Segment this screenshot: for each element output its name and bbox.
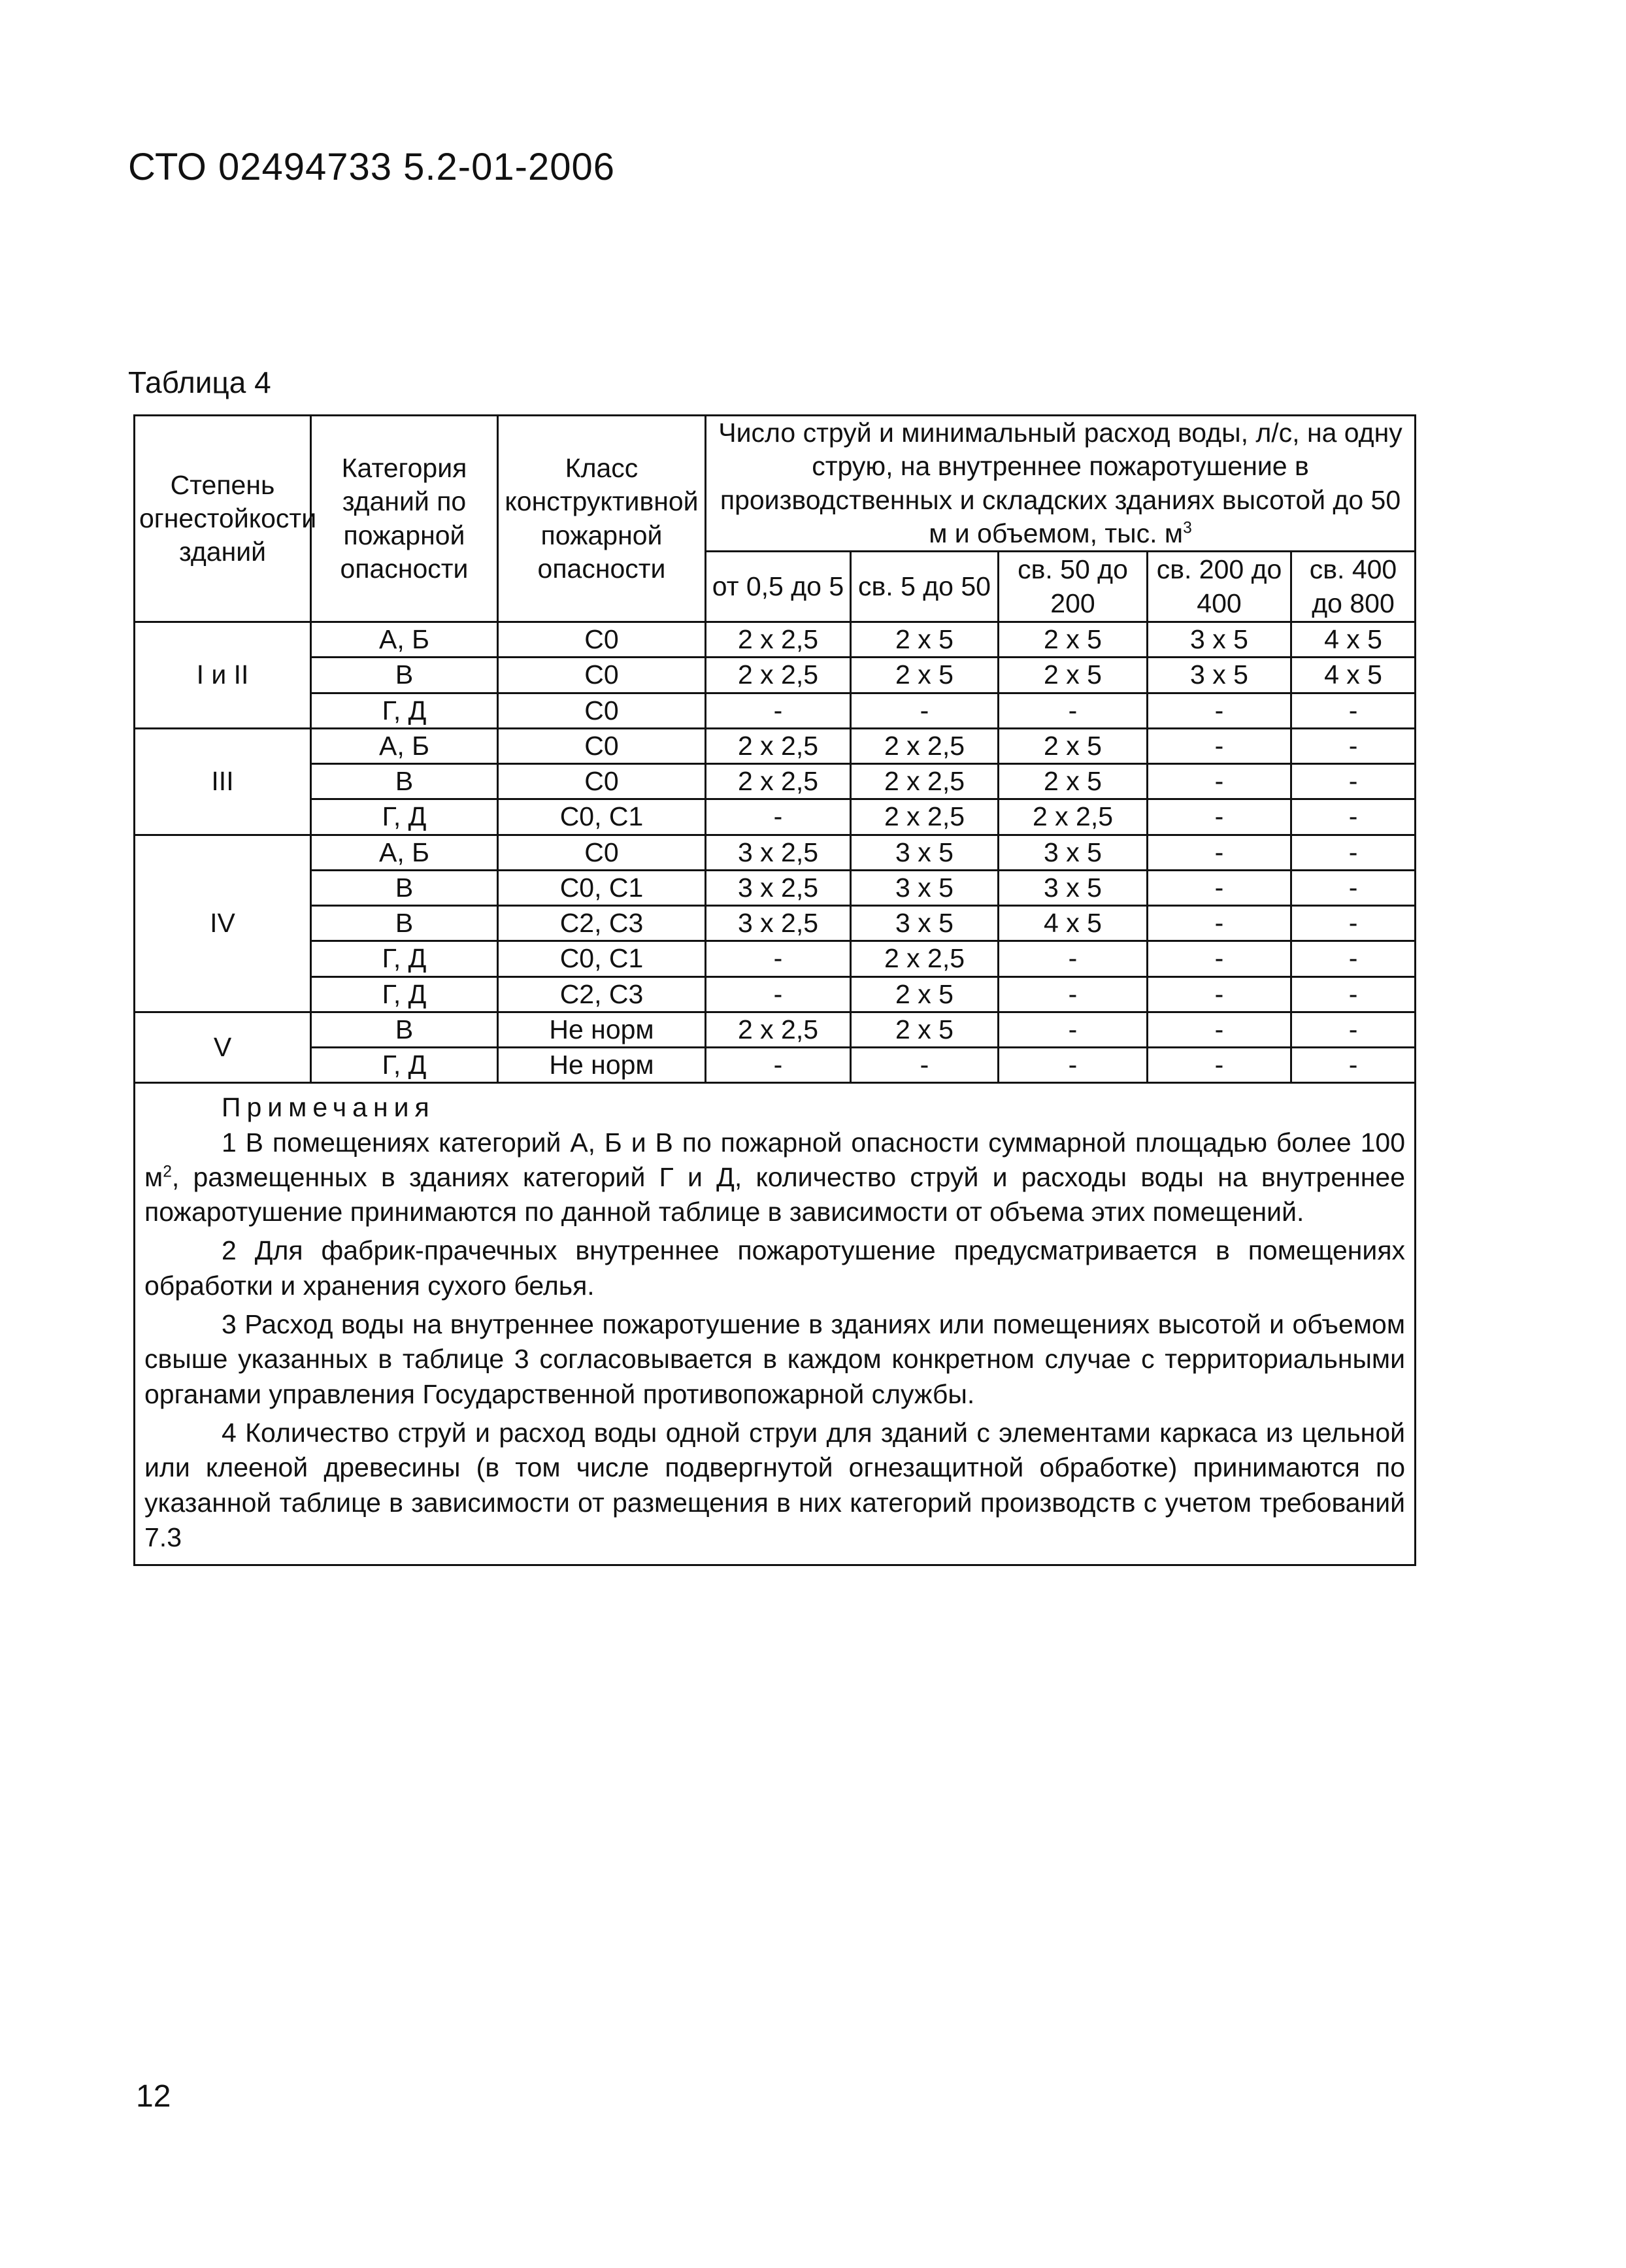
class-cell: С0 bbox=[498, 693, 706, 728]
table-row bbox=[135, 658, 1416, 693]
flow-value-cell: - bbox=[1148, 728, 1291, 763]
table-row bbox=[135, 693, 1416, 728]
table-row bbox=[135, 622, 1416, 658]
flow-value-cell: - bbox=[706, 1048, 851, 1083]
flow-value-cell: - bbox=[1291, 906, 1416, 941]
table-row bbox=[135, 941, 1416, 976]
flow-value-cell: - bbox=[1148, 1048, 1291, 1083]
table-row bbox=[135, 728, 1416, 763]
category-cell: В bbox=[311, 658, 498, 693]
page-number: 12 bbox=[136, 2079, 171, 2114]
fire-resistance-degree: V bbox=[135, 1012, 311, 1083]
flow-value-cell: 2 x 5 bbox=[851, 1012, 999, 1047]
category-cell: Г, Д bbox=[311, 1048, 498, 1083]
class-cell: С0 bbox=[498, 764, 706, 799]
category-cell: В bbox=[311, 870, 498, 905]
flow-value-cell: - bbox=[999, 693, 1148, 728]
flow-value-cell: 3 x 5 bbox=[851, 835, 999, 870]
flow-value-cell: - bbox=[999, 1048, 1148, 1083]
table-header-row bbox=[135, 416, 1416, 552]
category-cell: Г, Д bbox=[311, 976, 498, 1012]
notes-row bbox=[135, 1083, 1416, 1565]
table-row bbox=[135, 764, 1416, 799]
class-cell: С0 bbox=[498, 622, 706, 658]
flow-value-cell: 2 x 5 bbox=[999, 658, 1148, 693]
category-cell: А, Б bbox=[311, 622, 498, 658]
note-1 bbox=[144, 1126, 1405, 1230]
header-volume-range: св. 50 до 200 bbox=[999, 552, 1148, 622]
header-class: Класс конструктивной пожарной опасности bbox=[498, 416, 706, 622]
header-water-flow-sup: 3 bbox=[1183, 519, 1192, 537]
table-row bbox=[135, 799, 1416, 835]
category-cell: А, Б bbox=[311, 835, 498, 870]
flow-value-cell: - bbox=[1148, 1012, 1291, 1047]
category-cell: В bbox=[311, 1012, 498, 1047]
fire-resistance-degree: IV bbox=[135, 835, 311, 1012]
flow-value-cell: 3 x 2,5 bbox=[706, 906, 851, 941]
note-2: 2 Для фабрик-прачечных внутреннее пожаротушение предусматривается в помещениях обработки и хранения сухого белья. bbox=[144, 1235, 1406, 1301]
note-1-text-b: , размещенных в зданиях категорий Г и Д, количество струй и расходы воды на внутреннее пожаротушение принимаются по данной таблице в зависимости от объема этих помещений. bbox=[144, 1161, 1406, 1227]
flow-value-cell: - bbox=[1291, 1012, 1416, 1047]
note-1-text-a: 1 В помещениях категорий А, Б и В по пожарной опасности суммарной площадью более 100 м bbox=[144, 1127, 1406, 1192]
flow-value-cell: 3 x 5 bbox=[1148, 658, 1291, 693]
flow-value-cell: - bbox=[1291, 835, 1416, 870]
flow-value-cell: - bbox=[1148, 693, 1291, 728]
category-cell: Г, Д bbox=[311, 941, 498, 976]
flow-value-cell: 2 x 2,5 bbox=[706, 764, 851, 799]
flow-value-cell: 2 x 5 bbox=[851, 976, 999, 1012]
category-cell: А, Б bbox=[311, 728, 498, 763]
flow-value-cell: - bbox=[706, 693, 851, 728]
category-cell: Г, Д bbox=[311, 693, 498, 728]
flow-value-cell: 3 x 5 bbox=[999, 835, 1148, 870]
class-cell: Не норм bbox=[498, 1012, 706, 1047]
water-flow-table bbox=[133, 414, 1416, 1566]
table-row bbox=[135, 1048, 1416, 1083]
header-volume-range: св. 5 до 50 bbox=[851, 552, 999, 622]
flow-value-cell: 2 x 5 bbox=[851, 658, 999, 693]
notes-block bbox=[135, 1083, 1416, 1565]
class-cell: С0, С1 bbox=[498, 799, 706, 835]
class-cell: С0 bbox=[498, 835, 706, 870]
flow-value-cell: 2 x 2,5 bbox=[851, 941, 999, 976]
flow-value-cell: - bbox=[1148, 941, 1291, 976]
class-cell: С0, С1 bbox=[498, 941, 706, 976]
flow-value-cell: 2 x 2,5 bbox=[851, 799, 999, 835]
header-volume-range: св. 200 до 400 bbox=[1148, 552, 1291, 622]
flow-value-cell: - bbox=[1291, 870, 1416, 905]
flow-value-cell: - bbox=[1291, 764, 1416, 799]
class-cell: С2, С3 bbox=[498, 976, 706, 1012]
fire-resistance-degree: III bbox=[135, 728, 311, 835]
flow-value-cell: - bbox=[1148, 906, 1291, 941]
note-3: 3 Расход воды на внутреннее пожаротушение в зданиях или помещениях высотой и объемом свыше указанных в таблице 3 согласовывается в каждом конкретном случае с территориальными органами управления Государственной противопожарной службы. bbox=[144, 1309, 1406, 1409]
flow-value-cell: - bbox=[999, 1012, 1148, 1047]
table-row bbox=[135, 976, 1416, 1012]
class-cell: С2, С3 bbox=[498, 906, 706, 941]
table-body bbox=[135, 622, 1416, 1083]
flow-value-cell: - bbox=[1148, 835, 1291, 870]
note-4: 4 Количество струй и расход воды одной струи для зданий с элементами каркаса из цельной или клееной древесины (в том числе подвергнутой огнезащитной обработке) принимаются по указанной таблице в зависимости от размещения в них категорий производств с учетом требований 7.3 bbox=[144, 1417, 1406, 1552]
flow-value-cell: - bbox=[1291, 976, 1416, 1012]
flow-value-cell: - bbox=[1291, 1048, 1416, 1083]
flow-value-cell: 2 x 5 bbox=[999, 764, 1148, 799]
flow-value-cell: - bbox=[1148, 976, 1291, 1012]
header-volume-range: св. 400 до 800 bbox=[1291, 552, 1416, 622]
flow-value-cell: - bbox=[1148, 764, 1291, 799]
flow-value-cell: 2 x 2,5 bbox=[706, 658, 851, 693]
flow-value-cell: - bbox=[1291, 941, 1416, 976]
flow-value-cell: 3 x 2,5 bbox=[706, 835, 851, 870]
note-1-sup: 2 bbox=[163, 1163, 172, 1181]
flow-value-cell: 3 x 5 bbox=[1148, 622, 1291, 658]
header-water-flow-text: Число струй и минимальный расход воды, л/с, на одну струю, на внутреннее пожаротушение в производственных и складских зданиях высотой до 50 м и объемом, тыс. м bbox=[718, 418, 1402, 548]
header-fire-resistance: Степень огнестойкости зданий bbox=[135, 416, 311, 622]
flow-value-cell: 2 x 2,5 bbox=[706, 1012, 851, 1047]
flow-value-cell: 3 x 5 bbox=[851, 870, 999, 905]
flow-value-cell: - bbox=[999, 941, 1148, 976]
table-row bbox=[135, 1012, 1416, 1047]
category-cell: Г, Д bbox=[311, 799, 498, 835]
flow-value-cell: 2 x 2,5 bbox=[706, 728, 851, 763]
category-cell: В bbox=[311, 906, 498, 941]
flow-value-cell: 2 x 5 bbox=[999, 728, 1148, 763]
flow-value-cell: 4 x 5 bbox=[999, 906, 1148, 941]
flow-value-cell: 4 x 5 bbox=[1291, 622, 1416, 658]
flow-value-cell: - bbox=[706, 976, 851, 1012]
class-cell: С0 bbox=[498, 728, 706, 763]
category-cell: В bbox=[311, 764, 498, 799]
class-cell: Не норм bbox=[498, 1048, 706, 1083]
flow-value-cell: - bbox=[1291, 693, 1416, 728]
class-cell: С0, С1 bbox=[498, 870, 706, 905]
header-volume-range: от 0,5 до 5 bbox=[706, 552, 851, 622]
header-water-flow bbox=[706, 416, 1416, 552]
flow-value-cell: - bbox=[706, 799, 851, 835]
flow-value-cell: - bbox=[851, 1048, 999, 1083]
table-row bbox=[135, 835, 1416, 870]
flow-value-cell: 2 x 2,5 bbox=[999, 799, 1148, 835]
flow-value-cell: - bbox=[1148, 870, 1291, 905]
class-cell: С0 bbox=[498, 658, 706, 693]
flow-value-cell: 2 x 2,5 bbox=[851, 728, 999, 763]
header-category: Категория зданий по пожарной опасности bbox=[311, 416, 498, 622]
flow-value-cell: 2 x 2,5 bbox=[706, 622, 851, 658]
flow-value-cell: 2 x 2,5 bbox=[851, 764, 999, 799]
fire-resistance-degree: I и II bbox=[135, 622, 311, 729]
flow-value-cell: - bbox=[851, 693, 999, 728]
flow-value-cell: 3 x 5 bbox=[999, 870, 1148, 905]
flow-value-cell: - bbox=[1291, 728, 1416, 763]
flow-value-cell: - bbox=[1291, 799, 1416, 835]
table-row bbox=[135, 870, 1416, 905]
flow-value-cell: - bbox=[999, 976, 1148, 1012]
flow-value-cell: 2 x 5 bbox=[851, 622, 999, 658]
flow-value-cell: 3 x 2,5 bbox=[706, 870, 851, 905]
notes-title: Примечания bbox=[222, 1092, 435, 1123]
document-code: СТО 02494733 5.2-01-2006 bbox=[128, 146, 615, 188]
flow-value-cell: - bbox=[706, 941, 851, 976]
table-caption: Таблица 4 bbox=[128, 365, 271, 399]
flow-value-cell: 2 x 5 bbox=[999, 622, 1148, 658]
flow-value-cell: 4 x 5 bbox=[1291, 658, 1416, 693]
flow-value-cell: 3 x 5 bbox=[851, 906, 999, 941]
table-row bbox=[135, 906, 1416, 941]
flow-value-cell: - bbox=[1148, 799, 1291, 835]
